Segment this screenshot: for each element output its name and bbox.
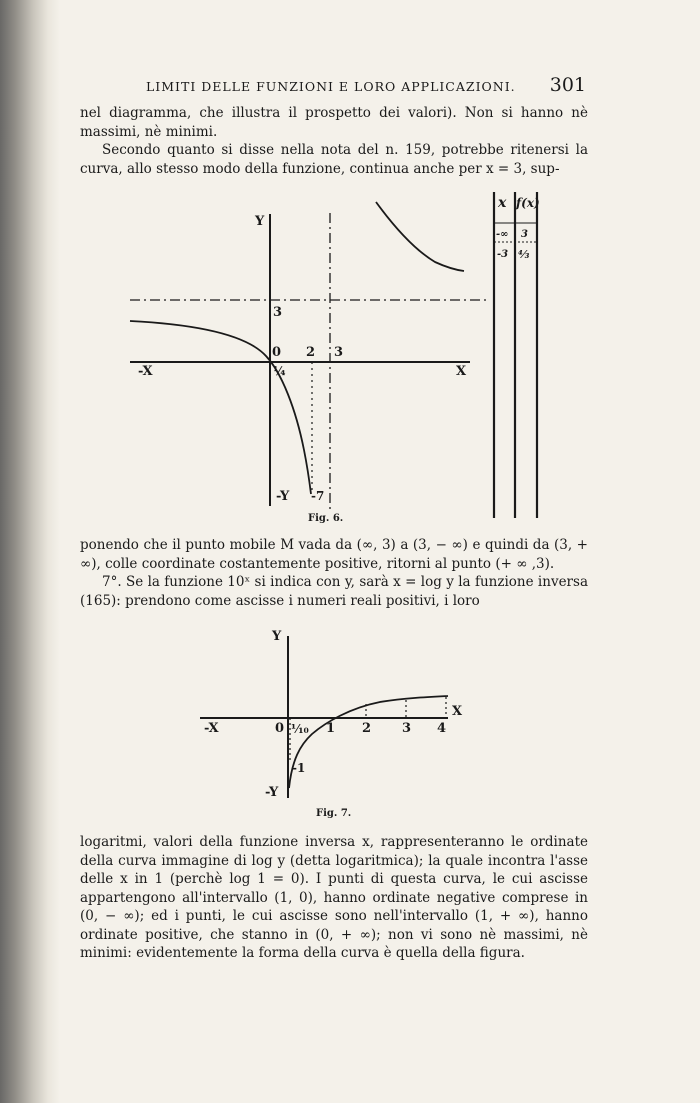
fig6-label-neg-y: -Y	[276, 489, 290, 504]
paragraph-3: ponendo che il punto mobile M vada da (∞, 3) a (3, − ∞) e quindi da (3, + ∞), colle coordinate costantemente positive, ritorni al punto (+ ∞ ,3).	[80, 537, 588, 572]
figure-7	[200, 629, 463, 819]
fig7-label-x: X	[452, 704, 463, 719]
fig7-label-y: Y	[272, 629, 282, 644]
fig7-label-origin: 0	[275, 721, 285, 736]
figure-6	[130, 192, 540, 524]
fig7-caption: Fig. 7.	[316, 808, 352, 819]
fig6-label-x3: 3	[334, 345, 344, 360]
fig7-label-x-tenth: ⅒	[291, 722, 309, 736]
fig6-label-y3: 3	[273, 305, 283, 320]
fig6-table-cell-r1-x: -∞	[496, 229, 509, 240]
fig7-label-x2: 2	[362, 721, 372, 736]
fig6-label-x2: 2	[306, 345, 316, 360]
fig7-log-curve	[289, 696, 448, 788]
fig6-label-y-quarter: ¼	[273, 364, 286, 378]
paragraph-1: nel diagramma, che illustra il prospetto dei valori). Non si hanno nè massimi, nè minimi.	[80, 105, 588, 140]
fig6-label-y: Y	[255, 214, 265, 229]
fig6-label-origin: 0	[272, 345, 282, 360]
fig6-table-header-x: x	[498, 195, 507, 211]
fig6-label-x: X	[456, 364, 467, 379]
fig6-label-neg-x: -X	[138, 364, 153, 379]
fig6-table-cell-r1-fx: 3	[521, 229, 528, 240]
fig6-table-cell-r2-x: -3	[497, 249, 509, 260]
fig7-label-neg-x: -X	[204, 721, 219, 736]
fig6-curve-left-branch	[130, 321, 311, 494]
fig6-curve-right-branch	[376, 202, 464, 271]
fig7-label-y-minus1: -1	[292, 761, 306, 775]
fig6-table-header-fx: f(x)	[516, 196, 540, 210]
fig6-table-cell-r2-fx: ⁴⁄₃	[518, 248, 530, 261]
fig7-label-neg-y: -Y	[265, 785, 279, 800]
fig7-label-x1: 1	[326, 721, 336, 736]
fig6-value-table	[494, 192, 540, 518]
fig6-label-y-minus7: -7	[311, 489, 325, 503]
paragraph-4: 7°. Se la funzione 10ˣ si indica con y, sarà x = log y la funzione inversa (165): prendono come ascisse i numeri reali positivi, i loro	[80, 574, 588, 609]
fig6-caption: Fig. 6.	[308, 513, 344, 524]
paragraph-2: Secondo quanto si disse nella nota del n. 159, potrebbe ritenersi la curva, allo stesso modo della funzione, continua anche per x = 3, sup-	[80, 142, 588, 177]
fig7-label-x3: 3	[402, 721, 412, 736]
paragraph-5: logaritmi, valori della funzione inversa x, rappresenteranno le ordinate della curva immagine di log y (detta logaritmica); la quale incontra l'asse delle x in 1 (perchè log 1 = 0). I punti di questa curva, le cui ascisse appartengono all'intervallo (1, 0), hanno ordinate negative comprese in (0, − ∞); ed i punti, le cui ascisse sono nell'intervallo (1, + ∞), hanno ordinate positive, che stanno in (0, + ∞); non vi sono nè massimi, nè minimi: evidentemente la forma della curva è quella della figura.	[80, 834, 588, 961]
fig7-label-x4: 4	[437, 721, 447, 736]
page-number: 301	[549, 74, 586, 96]
running-header-title: LIMITI DELLE FUNZIONI E LORO APPLICAZIONI.	[146, 79, 516, 94]
